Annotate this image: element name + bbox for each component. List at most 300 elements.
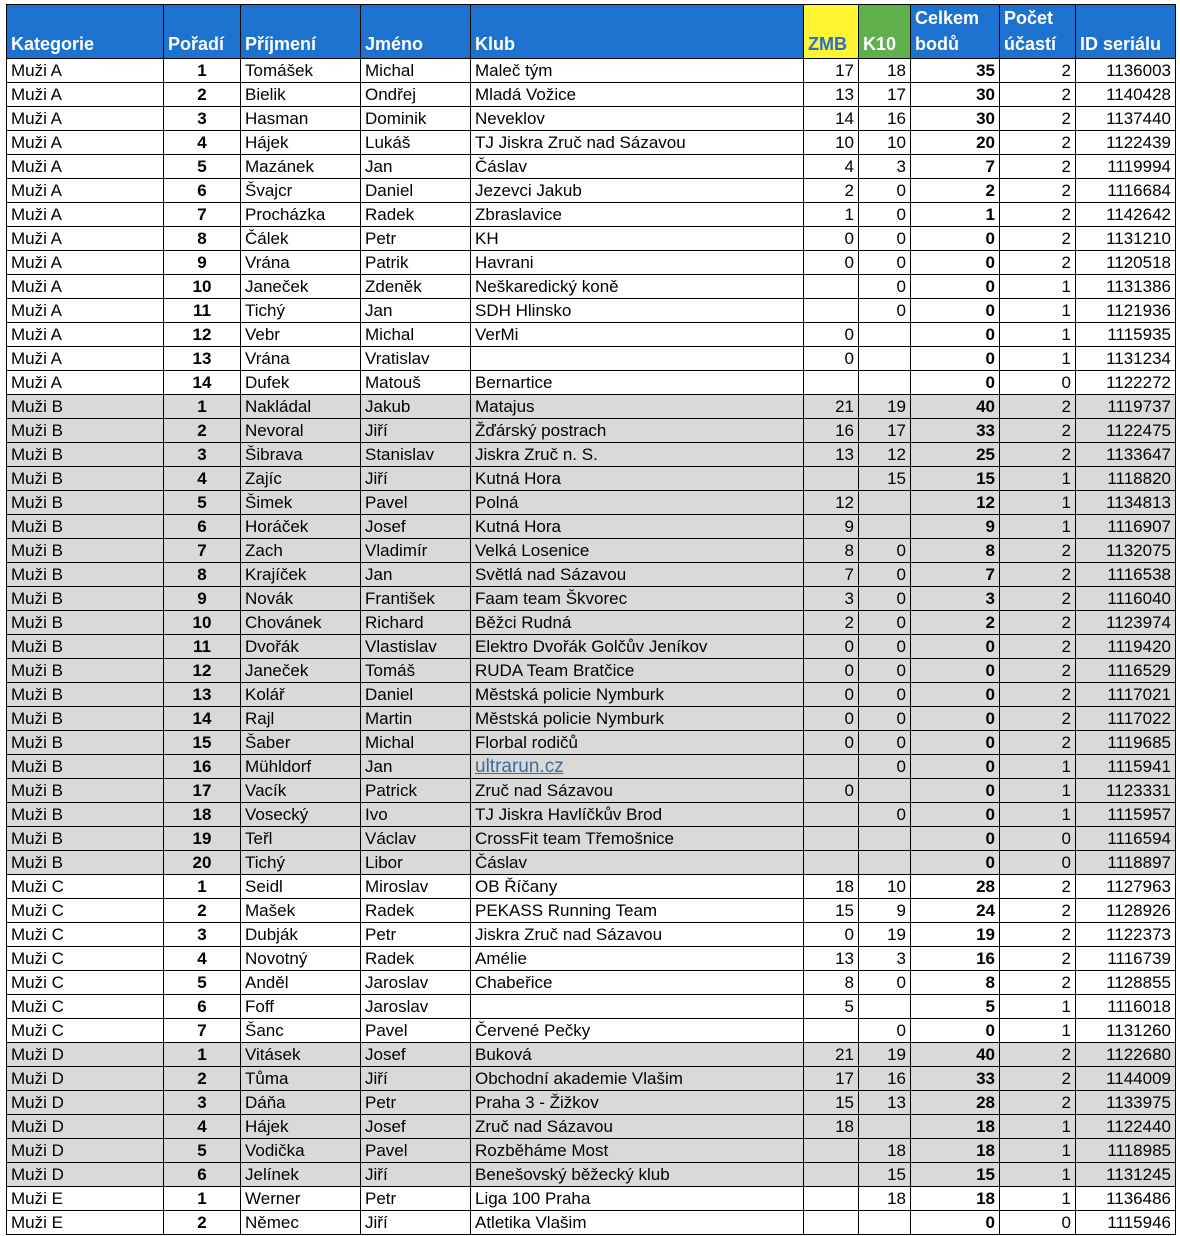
cell-jmeno[interactable]: Pavel: [361, 1019, 471, 1043]
cell-poradi[interactable]: 11: [164, 299, 241, 323]
cell-kategorie[interactable]: Muži C: [7, 995, 164, 1019]
cell-zmb[interactable]: 13: [804, 83, 859, 107]
cell-klub[interactable]: Benešovský běžecký klub: [471, 1163, 804, 1187]
cell-poradi[interactable]: 2: [164, 899, 241, 923]
cell-jmeno[interactable]: Petr: [361, 227, 471, 251]
cell-pocet[interactable]: 2: [1000, 923, 1076, 947]
cell-pocet[interactable]: 2: [1000, 419, 1076, 443]
cell-zmb[interactable]: 0: [804, 707, 859, 731]
cell-kategorie[interactable]: Muži D: [7, 1163, 164, 1187]
cell-id[interactable]: 1123331: [1076, 779, 1176, 803]
cell-celkem[interactable]: 19: [911, 923, 1000, 947]
cell-prijmeni[interactable]: Novák: [241, 587, 361, 611]
cell-klub[interactable]: Jezevci Jakub: [471, 179, 804, 203]
cell-jmeno[interactable]: Jaroslav: [361, 995, 471, 1019]
cell-id[interactable]: 1131260: [1076, 1019, 1176, 1043]
cell-k10[interactable]: 0: [859, 227, 911, 251]
cell-pocet[interactable]: 2: [1000, 131, 1076, 155]
cell-kategorie[interactable]: Muži B: [7, 731, 164, 755]
header-k10[interactable]: K10: [859, 5, 911, 59]
cell-jmeno[interactable]: Jiří: [361, 467, 471, 491]
cell-k10[interactable]: [859, 515, 911, 539]
cell-klub[interactable]: TJ Jiskra Havlíčkův Brod: [471, 803, 804, 827]
cell-klub[interactable]: [471, 755, 804, 779]
cell-klub[interactable]: Čáslav: [471, 155, 804, 179]
cell-poradi[interactable]: 5: [164, 155, 241, 179]
cell-poradi[interactable]: 2: [164, 1067, 241, 1091]
cell-pocet[interactable]: 2: [1000, 659, 1076, 683]
cell-prijmeni[interactable]: Zach: [241, 539, 361, 563]
cell-zmb[interactable]: 16: [804, 419, 859, 443]
cell-prijmeni[interactable]: Janeček: [241, 275, 361, 299]
cell-pocet[interactable]: 1: [1000, 1019, 1076, 1043]
cell-celkem[interactable]: 0: [911, 251, 1000, 275]
cell-jmeno[interactable]: Stanislav: [361, 443, 471, 467]
cell-celkem[interactable]: 0: [911, 779, 1000, 803]
header-pocet[interactable]: Počet účastí: [1000, 5, 1076, 59]
cell-poradi[interactable]: 1: [164, 1043, 241, 1067]
cell-celkem[interactable]: 9: [911, 515, 1000, 539]
cell-jmeno[interactable]: Jiří: [361, 419, 471, 443]
cell-zmb[interactable]: 18: [804, 875, 859, 899]
cell-prijmeni[interactable]: Novotný: [241, 947, 361, 971]
cell-klub[interactable]: Liga 100 Praha: [471, 1187, 804, 1211]
cell-klub[interactable]: Amélie: [471, 947, 804, 971]
cell-id[interactable]: 1118820: [1076, 467, 1176, 491]
cell-k10[interactable]: 13: [859, 1091, 911, 1115]
cell-pocet[interactable]: 2: [1000, 107, 1076, 131]
cell-zmb[interactable]: [804, 755, 859, 779]
cell-celkem[interactable]: 2: [911, 179, 1000, 203]
cell-klub[interactable]: Chabeřice: [471, 971, 804, 995]
cell-kategorie[interactable]: Muži B: [7, 707, 164, 731]
cell-pocet[interactable]: 1: [1000, 323, 1076, 347]
cell-pocet[interactable]: 1: [1000, 467, 1076, 491]
cell-klub[interactable]: Obchodní akademie Vlašim: [471, 1067, 804, 1091]
cell-id[interactable]: 1131210: [1076, 227, 1176, 251]
cell-jmeno[interactable]: Miroslav: [361, 875, 471, 899]
cell-poradi[interactable]: 4: [164, 1115, 241, 1139]
cell-prijmeni[interactable]: Bielik: [241, 83, 361, 107]
cell-pocet[interactable]: 1: [1000, 803, 1076, 827]
cell-id[interactable]: 1115957: [1076, 803, 1176, 827]
cell-zmb[interactable]: 0: [804, 923, 859, 947]
cell-pocet[interactable]: 2: [1000, 227, 1076, 251]
cell-k10[interactable]: 0: [859, 803, 911, 827]
cell-jmeno[interactable]: Patrik: [361, 251, 471, 275]
cell-klub[interactable]: VerMi: [471, 323, 804, 347]
cell-kategorie[interactable]: Muži A: [7, 155, 164, 179]
header-prijmeni[interactable]: Příjmení: [241, 5, 361, 59]
cell-poradi[interactable]: 2: [164, 83, 241, 107]
cell-prijmeni[interactable]: Švajcr: [241, 179, 361, 203]
cell-id[interactable]: 1131245: [1076, 1163, 1176, 1187]
cell-klub[interactable]: CrossFit team Třemošnice: [471, 827, 804, 851]
cell-k10[interactable]: 19: [859, 395, 911, 419]
cell-pocet[interactable]: 1: [1000, 275, 1076, 299]
cell-zmb[interactable]: [804, 1187, 859, 1211]
cell-jmeno[interactable]: Michal: [361, 59, 471, 83]
cell-pocet[interactable]: 2: [1000, 899, 1076, 923]
cell-prijmeni[interactable]: Hájek: [241, 1115, 361, 1139]
cell-k10[interactable]: [859, 371, 911, 395]
cell-id[interactable]: 1133975: [1076, 1091, 1176, 1115]
cell-prijmeni[interactable]: Vacík: [241, 779, 361, 803]
cell-id[interactable]: 1142642: [1076, 203, 1176, 227]
cell-klub[interactable]: TJ Jiskra Zruč nad Sázavou: [471, 131, 804, 155]
cell-kategorie[interactable]: Muži E: [7, 1187, 164, 1211]
cell-prijmeni[interactable]: Vrána: [241, 251, 361, 275]
cell-id[interactable]: 1131386: [1076, 275, 1176, 299]
cell-kategorie[interactable]: Muži B: [7, 851, 164, 875]
cell-klub[interactable]: Velká Losenice: [471, 539, 804, 563]
cell-jmeno[interactable]: Michal: [361, 323, 471, 347]
cell-klub[interactable]: KH: [471, 227, 804, 251]
cell-id[interactable]: 1116538: [1076, 563, 1176, 587]
cell-jmeno[interactable]: Václav: [361, 827, 471, 851]
cell-kategorie[interactable]: Muži A: [7, 371, 164, 395]
cell-id[interactable]: 1140428: [1076, 83, 1176, 107]
cell-jmeno[interactable]: František: [361, 587, 471, 611]
cell-pocet[interactable]: 2: [1000, 59, 1076, 83]
cell-pocet[interactable]: 2: [1000, 443, 1076, 467]
cell-klub[interactable]: Florbal rodičů: [471, 731, 804, 755]
cell-k10[interactable]: 15: [859, 1163, 911, 1187]
cell-kategorie[interactable]: Muži A: [7, 59, 164, 83]
cell-prijmeni[interactable]: Nevoral: [241, 419, 361, 443]
cell-zmb[interactable]: [804, 1019, 859, 1043]
cell-klub[interactable]: Zbraslavice: [471, 203, 804, 227]
cell-k10[interactable]: 0: [859, 179, 911, 203]
cell-klub[interactable]: Červené Pečky: [471, 1019, 804, 1043]
cell-klub[interactable]: Bernartice: [471, 371, 804, 395]
cell-poradi[interactable]: 3: [164, 1091, 241, 1115]
cell-kategorie[interactable]: Muži A: [7, 299, 164, 323]
cell-celkem[interactable]: 0: [911, 1019, 1000, 1043]
cell-klub[interactable]: Kutná Hora: [471, 467, 804, 491]
cell-k10[interactable]: 0: [859, 587, 911, 611]
cell-zmb[interactable]: 3: [804, 587, 859, 611]
cell-id[interactable]: 1116684: [1076, 179, 1176, 203]
cell-prijmeni[interactable]: Vrána: [241, 347, 361, 371]
cell-kategorie[interactable]: Muži A: [7, 179, 164, 203]
cell-celkem[interactable]: 0: [911, 275, 1000, 299]
cell-jmeno[interactable]: Pavel: [361, 1139, 471, 1163]
cell-pocet[interactable]: 1: [1000, 299, 1076, 323]
cell-poradi[interactable]: 17: [164, 779, 241, 803]
cell-zmb[interactable]: 17: [804, 1067, 859, 1091]
cell-kategorie[interactable]: Muži B: [7, 395, 164, 419]
cell-zmb[interactable]: [804, 1139, 859, 1163]
cell-jmeno[interactable]: Michal: [361, 731, 471, 755]
cell-prijmeni[interactable]: Vodička: [241, 1139, 361, 1163]
cell-prijmeni[interactable]: Vebr: [241, 323, 361, 347]
cell-kategorie[interactable]: Muži B: [7, 467, 164, 491]
cell-zmb[interactable]: [804, 827, 859, 851]
cell-k10[interactable]: 10: [859, 131, 911, 155]
cell-kategorie[interactable]: Muži D: [7, 1091, 164, 1115]
cell-id[interactable]: 1122439: [1076, 131, 1176, 155]
cell-kategorie[interactable]: Muži A: [7, 227, 164, 251]
cell-id[interactable]: 1121936: [1076, 299, 1176, 323]
cell-prijmeni[interactable]: Šaber: [241, 731, 361, 755]
header-jmeno[interactable]: Jméno: [361, 5, 471, 59]
cell-pocet[interactable]: 1: [1000, 515, 1076, 539]
cell-zmb[interactable]: 13: [804, 947, 859, 971]
cell-id[interactable]: 1116529: [1076, 659, 1176, 683]
cell-id[interactable]: 1117021: [1076, 683, 1176, 707]
cell-celkem[interactable]: 35: [911, 59, 1000, 83]
cell-pocet[interactable]: 1: [1000, 1139, 1076, 1163]
cell-pocet[interactable]: 1: [1000, 1115, 1076, 1139]
cell-celkem[interactable]: 28: [911, 875, 1000, 899]
cell-k10[interactable]: 17: [859, 419, 911, 443]
cell-kategorie[interactable]: Muži A: [7, 251, 164, 275]
cell-celkem[interactable]: 0: [911, 707, 1000, 731]
cell-jmeno[interactable]: Libor: [361, 851, 471, 875]
cell-zmb[interactable]: 0: [804, 683, 859, 707]
cell-k10[interactable]: 0: [859, 707, 911, 731]
cell-poradi[interactable]: 2: [164, 419, 241, 443]
cell-celkem[interactable]: 18: [911, 1139, 1000, 1163]
cell-prijmeni[interactable]: Vosecký: [241, 803, 361, 827]
cell-poradi[interactable]: 8: [164, 563, 241, 587]
cell-celkem[interactable]: 0: [911, 347, 1000, 371]
cell-zmb[interactable]: 0: [804, 347, 859, 371]
cell-poradi[interactable]: 6: [164, 995, 241, 1019]
cell-jmeno[interactable]: Zdeněk: [361, 275, 471, 299]
cell-jmeno[interactable]: Ondřej: [361, 83, 471, 107]
cell-id[interactable]: 1119685: [1076, 731, 1176, 755]
cell-kategorie[interactable]: Muži A: [7, 131, 164, 155]
cell-prijmeni[interactable]: Dufek: [241, 371, 361, 395]
cell-prijmeni[interactable]: Vitásek: [241, 1043, 361, 1067]
cell-poradi[interactable]: 1: [164, 875, 241, 899]
cell-poradi[interactable]: 5: [164, 1139, 241, 1163]
cell-poradi[interactable]: 7: [164, 1019, 241, 1043]
cell-klub[interactable]: Neveklov: [471, 107, 804, 131]
cell-kategorie[interactable]: Muži A: [7, 347, 164, 371]
cell-poradi[interactable]: 9: [164, 587, 241, 611]
cell-kategorie[interactable]: Muži C: [7, 923, 164, 947]
cell-jmeno[interactable]: Martin: [361, 707, 471, 731]
cell-prijmeni[interactable]: Foff: [241, 995, 361, 1019]
cell-celkem[interactable]: 0: [911, 827, 1000, 851]
cell-k10[interactable]: 3: [859, 155, 911, 179]
cell-poradi[interactable]: 20: [164, 851, 241, 875]
cell-k10[interactable]: 10: [859, 875, 911, 899]
cell-celkem[interactable]: 0: [911, 803, 1000, 827]
cell-celkem[interactable]: 24: [911, 899, 1000, 923]
cell-pocet[interactable]: 2: [1000, 611, 1076, 635]
cell-pocet[interactable]: 2: [1000, 155, 1076, 179]
cell-jmeno[interactable]: Vladimír: [361, 539, 471, 563]
cell-zmb[interactable]: 13: [804, 443, 859, 467]
cell-zmb[interactable]: 1: [804, 203, 859, 227]
cell-id[interactable]: 1119420: [1076, 635, 1176, 659]
cell-id[interactable]: 1123974: [1076, 611, 1176, 635]
cell-celkem[interactable]: 1: [911, 203, 1000, 227]
cell-id[interactable]: 1122475: [1076, 419, 1176, 443]
cell-prijmeni[interactable]: Němec: [241, 1211, 361, 1235]
cell-celkem[interactable]: 30: [911, 107, 1000, 131]
cell-kategorie[interactable]: Muži C: [7, 875, 164, 899]
cell-jmeno[interactable]: Jan: [361, 563, 471, 587]
cell-poradi[interactable]: 1: [164, 1187, 241, 1211]
cell-id[interactable]: 1115946: [1076, 1211, 1176, 1235]
cell-k10[interactable]: 0: [859, 971, 911, 995]
cell-celkem[interactable]: 7: [911, 155, 1000, 179]
header-klub[interactable]: Klub: [471, 5, 804, 59]
cell-id[interactable]: 1116907: [1076, 515, 1176, 539]
cell-k10[interactable]: [859, 323, 911, 347]
cell-zmb[interactable]: [804, 299, 859, 323]
cell-zmb[interactable]: 8: [804, 971, 859, 995]
cell-kategorie[interactable]: Muži B: [7, 443, 164, 467]
cell-prijmeni[interactable]: Rajl: [241, 707, 361, 731]
cell-klub[interactable]: Neškaredický koně: [471, 275, 804, 299]
cell-zmb[interactable]: [804, 371, 859, 395]
cell-klub[interactable]: Zruč nad Sázavou: [471, 1115, 804, 1139]
cell-id[interactable]: 1132075: [1076, 539, 1176, 563]
cell-poradi[interactable]: 14: [164, 371, 241, 395]
cell-klub[interactable]: Mladá Vožice: [471, 83, 804, 107]
cell-k10[interactable]: 0: [859, 1019, 911, 1043]
cell-kategorie[interactable]: Muži D: [7, 1115, 164, 1139]
cell-jmeno[interactable]: Lukáš: [361, 131, 471, 155]
cell-k10[interactable]: 0: [859, 659, 911, 683]
cell-klub[interactable]: Čáslav: [471, 851, 804, 875]
cell-kategorie[interactable]: Muži B: [7, 539, 164, 563]
cell-kategorie[interactable]: Muži A: [7, 203, 164, 227]
cell-k10[interactable]: 0: [859, 539, 911, 563]
cell-pocet[interactable]: 1: [1000, 1187, 1076, 1211]
cell-celkem[interactable]: 33: [911, 419, 1000, 443]
cell-jmeno[interactable]: Petr: [361, 923, 471, 947]
cell-klub[interactable]: Zruč nad Sázavou: [471, 779, 804, 803]
cell-prijmeni[interactable]: Mazánek: [241, 155, 361, 179]
cell-k10[interactable]: [859, 827, 911, 851]
cell-klub[interactable]: Městská policie Nymburk: [471, 707, 804, 731]
cell-prijmeni[interactable]: Anděl: [241, 971, 361, 995]
cell-id[interactable]: 1122440: [1076, 1115, 1176, 1139]
cell-pocet[interactable]: 2: [1000, 179, 1076, 203]
cell-prijmeni[interactable]: Dáňa: [241, 1091, 361, 1115]
cell-jmeno[interactable]: Jan: [361, 155, 471, 179]
cell-id[interactable]: 1122272: [1076, 371, 1176, 395]
cell-k10[interactable]: 3: [859, 947, 911, 971]
cell-id[interactable]: 1122680: [1076, 1043, 1176, 1067]
cell-id[interactable]: 1118985: [1076, 1139, 1176, 1163]
cell-kategorie[interactable]: Muži D: [7, 1043, 164, 1067]
cell-poradi[interactable]: 3: [164, 107, 241, 131]
cell-zmb[interactable]: 17: [804, 59, 859, 83]
cell-poradi[interactable]: 13: [164, 347, 241, 371]
cell-zmb[interactable]: 14: [804, 107, 859, 131]
cell-zmb[interactable]: 9: [804, 515, 859, 539]
cell-id[interactable]: 1116018: [1076, 995, 1176, 1019]
cell-celkem[interactable]: 40: [911, 1043, 1000, 1067]
cell-celkem[interactable]: 15: [911, 467, 1000, 491]
cell-poradi[interactable]: 8: [164, 227, 241, 251]
cell-pocet[interactable]: 2: [1000, 83, 1076, 107]
cell-poradi[interactable]: 10: [164, 611, 241, 635]
cell-zmb[interactable]: 18: [804, 1115, 859, 1139]
cell-jmeno[interactable]: Matouš: [361, 371, 471, 395]
cell-k10[interactable]: 0: [859, 611, 911, 635]
cell-pocet[interactable]: 2: [1000, 971, 1076, 995]
cell-zmb[interactable]: [804, 851, 859, 875]
cell-poradi[interactable]: 14: [164, 707, 241, 731]
cell-kategorie[interactable]: Muži B: [7, 779, 164, 803]
cell-k10[interactable]: [859, 779, 911, 803]
cell-kategorie[interactable]: Muži C: [7, 971, 164, 995]
cell-zmb[interactable]: 7: [804, 563, 859, 587]
cell-celkem[interactable]: 16: [911, 947, 1000, 971]
cell-klub[interactable]: Faam team Škvorec: [471, 587, 804, 611]
cell-k10[interactable]: 18: [859, 59, 911, 83]
cell-id[interactable]: 1136003: [1076, 59, 1176, 83]
cell-prijmeni[interactable]: Zajíc: [241, 467, 361, 491]
cell-prijmeni[interactable]: Horáček: [241, 515, 361, 539]
cell-jmeno[interactable]: Richard: [361, 611, 471, 635]
cell-poradi[interactable]: 4: [164, 467, 241, 491]
cell-poradi[interactable]: 11: [164, 635, 241, 659]
cell-jmeno[interactable]: Jiří: [361, 1163, 471, 1187]
cell-jmeno[interactable]: Dominik: [361, 107, 471, 131]
cell-klub[interactable]: Praha 3 - Žižkov: [471, 1091, 804, 1115]
cell-k10[interactable]: 18: [859, 1139, 911, 1163]
cell-zmb[interactable]: 15: [804, 1091, 859, 1115]
cell-pocet[interactable]: 2: [1000, 563, 1076, 587]
cell-prijmeni[interactable]: Tomášek: [241, 59, 361, 83]
cell-zmb[interactable]: 4: [804, 155, 859, 179]
cell-jmeno[interactable]: Petr: [361, 1187, 471, 1211]
cell-pocet[interactable]: 2: [1000, 947, 1076, 971]
cell-celkem[interactable]: 0: [911, 659, 1000, 683]
cell-poradi[interactable]: 3: [164, 443, 241, 467]
cell-poradi[interactable]: 4: [164, 131, 241, 155]
header-poradi[interactable]: Pořadí: [164, 5, 241, 59]
cell-celkem[interactable]: 0: [911, 299, 1000, 323]
cell-pocet[interactable]: 2: [1000, 395, 1076, 419]
cell-klub[interactable]: Havrani: [471, 251, 804, 275]
cell-kategorie[interactable]: Muži B: [7, 563, 164, 587]
cell-k10[interactable]: 19: [859, 923, 911, 947]
cell-klub[interactable]: Atletika Vlašim: [471, 1211, 804, 1235]
cell-k10[interactable]: 18: [859, 1187, 911, 1211]
cell-celkem[interactable]: 18: [911, 1187, 1000, 1211]
cell-pocet[interactable]: 2: [1000, 707, 1076, 731]
cell-zmb[interactable]: 21: [804, 395, 859, 419]
cell-celkem[interactable]: 33: [911, 1067, 1000, 1091]
cell-poradi[interactable]: 5: [164, 491, 241, 515]
cell-poradi[interactable]: 6: [164, 1163, 241, 1187]
cell-poradi[interactable]: 6: [164, 515, 241, 539]
cell-pocet[interactable]: 2: [1000, 203, 1076, 227]
cell-pocet[interactable]: 2: [1000, 587, 1076, 611]
cell-zmb[interactable]: 8: [804, 539, 859, 563]
cell-pocet[interactable]: 2: [1000, 635, 1076, 659]
cell-poradi[interactable]: 10: [164, 275, 241, 299]
cell-poradi[interactable]: 13: [164, 683, 241, 707]
cell-jmeno[interactable]: Radek: [361, 899, 471, 923]
cell-pocet[interactable]: 0: [1000, 827, 1076, 851]
cell-pocet[interactable]: 0: [1000, 371, 1076, 395]
cell-pocet[interactable]: 2: [1000, 683, 1076, 707]
cell-prijmeni[interactable]: Dubják: [241, 923, 361, 947]
header-id[interactable]: ID seriálu: [1076, 5, 1176, 59]
